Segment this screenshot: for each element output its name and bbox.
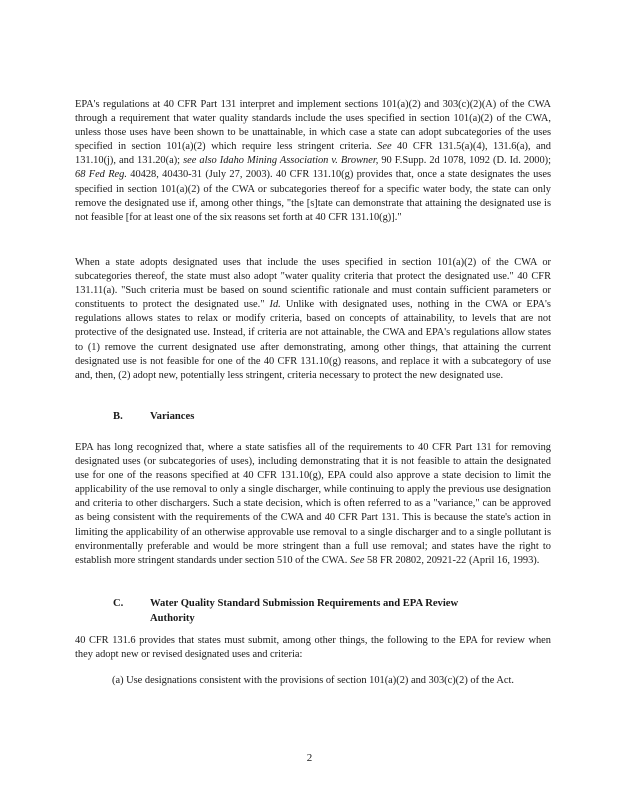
citation-case: see also Idaho Mining Association v. Browner, bbox=[183, 155, 379, 167]
list-item-a bbox=[112, 674, 552, 688]
section-heading-c-title-2: Authority bbox=[150, 613, 195, 624]
paragraph-2-text: When a state adopts designated uses that include the uses specified in section 101(a)(2) of the CWA or subcategories thereof, the state must also adopt "water quality criteria that protect the designated use." 40 CFR 131.11(a). "Such criteria must be based on sound scientific rationale and must contain sufficient parameters or constituents to protect the designated use." bbox=[75, 257, 551, 311]
citation-text: 40 CFR 131.5(a)(4), 131.6(a), and 131.10(j), and 131.20(a); bbox=[75, 141, 552, 167]
paragraph-regulations bbox=[75, 98, 551, 225]
list-item-a-text: (a) Use designations consistent with the provisions of section 101(a)(2) and 303(c)(2) of the Act. bbox=[112, 675, 514, 686]
section-heading-b-letter: B. bbox=[113, 411, 123, 422]
paragraph-1-rest: 40428, 40430-31 (July 27, 2003). 40 CFR 131.10(g) provides that, once a state designates the uses specified in section 101(a)(2) of the CWA or subcategories thereof for a specific water body, the state can only remove the designated use if, among other things, "the [s]tate can demonstrate that attaining the designated use is not feasible [for at least one of the six reasons set forth at 40 CFR 131.10(g)]." bbox=[75, 169, 551, 223]
section-heading-c-letter: C. bbox=[113, 598, 124, 609]
citation-id: Id. bbox=[269, 299, 281, 311]
citation-see: See bbox=[350, 554, 365, 566]
paragraph-3-rest: 58 FR 20802, 20921-22 (April 16, 1993). bbox=[364, 554, 540, 566]
paragraph-3-text: EPA has long recognized that, where a state satisfies all of the requirements to 40 CFR Part 131 for removing designated uses (or subcategories of uses), including demonstrating that it is not feasible to attain the designated use for one of the reasons specified at 40 CFR 131.10(g), EPA could also approve a state decision to limit the applicability of the use removal to only a single discharger, while continuing to apply the previous use designation and criteria to other dischargers. Such a state decision, which is often referred to as a "variance," can be approved as being consistent with the requirements of the CWA and 40 CFR Part 131. This is because the state's action in limiting the applicability of an otherwise approvable use removal to a single discharger and to a single pollutant is environmentally preferable and would be more stringent than a full use removal; and states have the right to establish more stringent standards under section 510 of the CWA. bbox=[75, 442, 551, 566]
paragraph-submission bbox=[75, 634, 551, 662]
paragraph-2-rest: Unlike with designated uses, nothing in the CWA or EPA's regulations allows states to relax or modify criteria, based on concepts of attainability, to levels that are not protective of the designated use. Instead, if criteria are not attainable, the CWA and EPA's regulations allow states to (1) remove the current designated use after demonstrating, among other things, that attaining the current designated use is not feasible for one of the 40 CFR 131.10(g) reasons, and replace it with a subcategory of use and, then, (2) adopt new, potentially less stringent, criteria necessary to protect the new designated use. bbox=[75, 299, 551, 381]
page-number: 2 bbox=[306, 752, 313, 764]
citation-text: 90 F.Supp. 2d 1078, 1092 (D. Id. 2000); bbox=[378, 155, 551, 167]
section-heading-variances: Variances bbox=[150, 411, 195, 422]
citation-see: See bbox=[377, 141, 392, 153]
citation-fedreg: 68 Fed Reg. bbox=[75, 169, 127, 181]
paragraph-designated-uses bbox=[75, 256, 551, 383]
section-heading-c-title-1: Water Quality Standard Submission Requirements and EPA Review bbox=[150, 598, 459, 609]
paragraph-variances bbox=[75, 441, 551, 568]
paragraph-1-text: EPA's regulations at 40 CFR Part 131 interpret and implement sections 101(a)(2) and 303(c)(2)(A) of the CWA through a requirement that water quality standards include the uses specified in section 101(a)(2) of the CWA, unless those uses have been shown to be unattainable, in which case a state can adopt subcategories of the uses specified in section 101(a)(2) which require less stringent criteria. bbox=[75, 99, 551, 153]
paragraph-4-text: 40 CFR 131.6 provides that states must submit, among other things, the following to the EPA for review when they adopt new or revised designated uses and criteria: bbox=[75, 635, 551, 661]
